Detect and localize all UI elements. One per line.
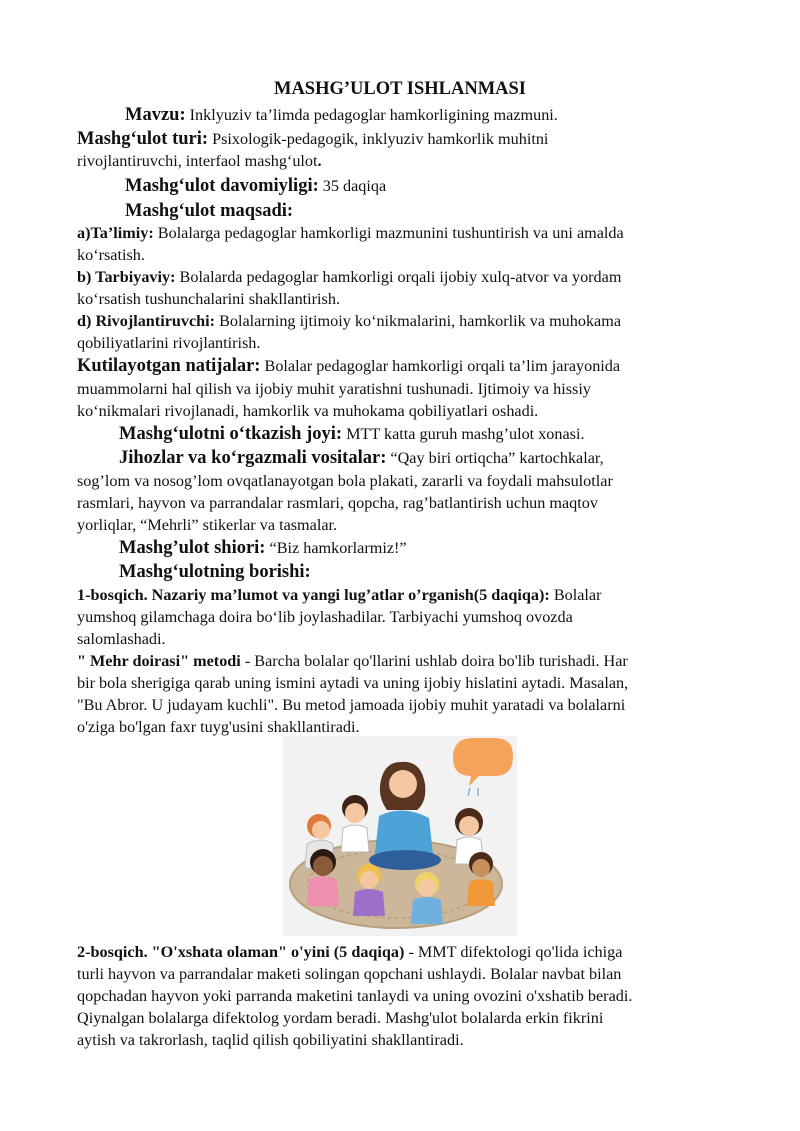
lesson-type-line-2 — [77, 150, 322, 172]
goal-developmental-label: d) Rivojlantiruvchi: — [77, 312, 216, 330]
duration-text: 35 daqiqa — [318, 177, 387, 195]
duration-line — [125, 175, 386, 197]
equipment-line-4: yorliqlar, “Mehrli” stikerlar va tasmalar. — [77, 516, 338, 534]
motto-line — [119, 537, 407, 559]
stage-1-2: yumshoq gilamchaga doira bo‘lib joylashadilar. Tarbiyachi yumshoq ovozda — [77, 608, 573, 626]
stage-2-4: Qiynalgan bolalarga difektolog yordam beradi. Mashg'ulot bolalarda erkin fikrini — [77, 1009, 604, 1027]
kindness-circle-3: "Bu Abror. U judayam kuchli". Bu metod jamoada ijobiy muhit yaratadi va bolalarni — [77, 696, 626, 714]
goal-educational-2: ko‘rsatish. — [77, 246, 145, 264]
stage-2-5: aytish va takrorlash, taqlid qilish qobiliyatini shakllantiradi. — [77, 1031, 464, 1049]
equipment-line-3: rasmlari, hayvon va parrandalar rasmlari, qopcha, rag’batlantirish uchun maqtov — [77, 494, 598, 512]
stage-2-label: 2-bosqich. "O'xshata olaman" o'yini (5 daqiqa) — [77, 943, 405, 961]
goal-upbringing-text: Bolalarda pedagoglar hamkorligi orqali ijobiy xulq-atvor va yordam — [175, 268, 622, 286]
document-title: MASHG’ULOT ISHLANMASI — [273, 79, 527, 99]
lesson-type-line — [77, 128, 548, 150]
venue-label: Mashg‘ulotni o‘tkazish joyi: — [119, 424, 343, 444]
venue-line — [119, 423, 585, 445]
expected-results-label: Kutilayotgan natijalar: — [77, 356, 261, 376]
motto-text: “Biz hamkorlarmiz!” — [265, 539, 407, 557]
kindness-circle-text: - Barcha bolalar qo'llarini ushlab doira bo'lib turishadi. Har — [240, 652, 628, 670]
expected-results-3: ko‘nikmalari rivojlanadi, hamkorlik va muhokama qobiliyatlari oshadi. — [77, 402, 539, 420]
motto-label: Mashg’ulot shiori: — [119, 538, 266, 558]
kindness-circle-2: bir bola sherigiga qarab uning ismini aytadi va uning ijobiy hislatini aytadi. Masalan, — [77, 674, 629, 692]
kindness-circle-label: " Mehr doirasi" metodi — [77, 652, 241, 670]
goal-upbringing — [77, 266, 621, 288]
procedure-heading: Mashg‘ulotning borishi: — [119, 562, 311, 582]
goal-educational-text: Bolalarga pedagoglar hamkorligi mazmunini tushuntirish va uni amalda — [153, 224, 624, 242]
stage-2-text: - MMT difektologi qo'lida ichiga — [404, 943, 623, 961]
stage-2-3: qopchadan hayvon yoki parranda maketini tanlaydi va uning ovozini o'xshatib beradi. — [77, 987, 633, 1005]
goal-upbringing-2: ko‘rsatish tushunchalarini shakllantirish. — [77, 290, 340, 308]
kindness-circle — [77, 650, 628, 672]
goal-upbringing-label: b) Tarbiyaviy: — [77, 268, 176, 286]
equipment-line — [119, 447, 604, 469]
topic-line — [125, 104, 558, 126]
kindness-circle-4: o'ziga bo'lgan faxr tuyg'usini shakllantiradi. — [77, 718, 360, 736]
stage-1-3: salomlashadi. — [77, 630, 166, 648]
stage-1-label: 1-bosqich. Nazariy ma’lumot va yangi lug’atlar o’rganish(5 daqiqa): — [77, 586, 550, 604]
duration-label: Mashg‘ulot davomiyligi: — [125, 176, 319, 196]
stage-1 — [77, 584, 601, 606]
expected-results-text: Bolalar pedagoglar hamkorligi orqali ta’lim jarayonida — [260, 357, 621, 375]
lesson-type-text-2: rivojlantiruvchi, interfaol mashg‘ulot — [77, 152, 318, 170]
topic-label: Mavzu: — [125, 105, 186, 125]
stage-2-2: turli hayvon va parrandalar maketi solingan qopchani ushlaydi. Bolalar navbat bilan — [77, 965, 622, 983]
goal-developmental — [77, 310, 621, 332]
goal-educational — [77, 222, 624, 244]
lesson-type-end: . — [317, 152, 322, 170]
equipment-text: “Qay biri ortiqcha” kartochkalar, — [386, 449, 604, 467]
children-circle-illustration — [283, 736, 517, 936]
topic-text: Inklyuziv ta’limda pedagoglar hamkorligining mazmuni. — [185, 106, 558, 124]
stage-1-text: Bolalar — [549, 586, 602, 604]
expected-results-2: muammolarni hal qilish va ijobiy muhit yaratishni tushunadi. Ijtimoiy va hissiy — [77, 380, 591, 398]
goal-developmental-text: Bolalarning ijtimoiy ko‘nikmalarini, hamkorlik va muhokama — [215, 312, 622, 330]
goal-educational-label: a)Ta’limiy: — [77, 224, 154, 242]
equipment-line-2: sog’lom va nosog’lom ovqatlanayotgan bola plakati, zararli va foydali mahsulotlar — [77, 472, 613, 490]
lesson-type-label: Mashg‘ulot turi: — [77, 129, 209, 149]
equipment-label: Jihozlar va ko‘rgazmali vositalar: — [119, 448, 387, 468]
goal-developmental-2: qobiliyatlarini rivojlantirish. — [77, 334, 261, 352]
expected-results — [77, 355, 620, 377]
lesson-type-text: Psixologik-pedagogik, inklyuziv hamkorlik muhitni — [208, 130, 549, 148]
goal-heading: Mashg‘ulot maqsadi: — [125, 201, 294, 221]
venue-text: MTT katta guruh mashg’ulot xonasi. — [342, 425, 585, 443]
stage-2 — [77, 941, 622, 963]
